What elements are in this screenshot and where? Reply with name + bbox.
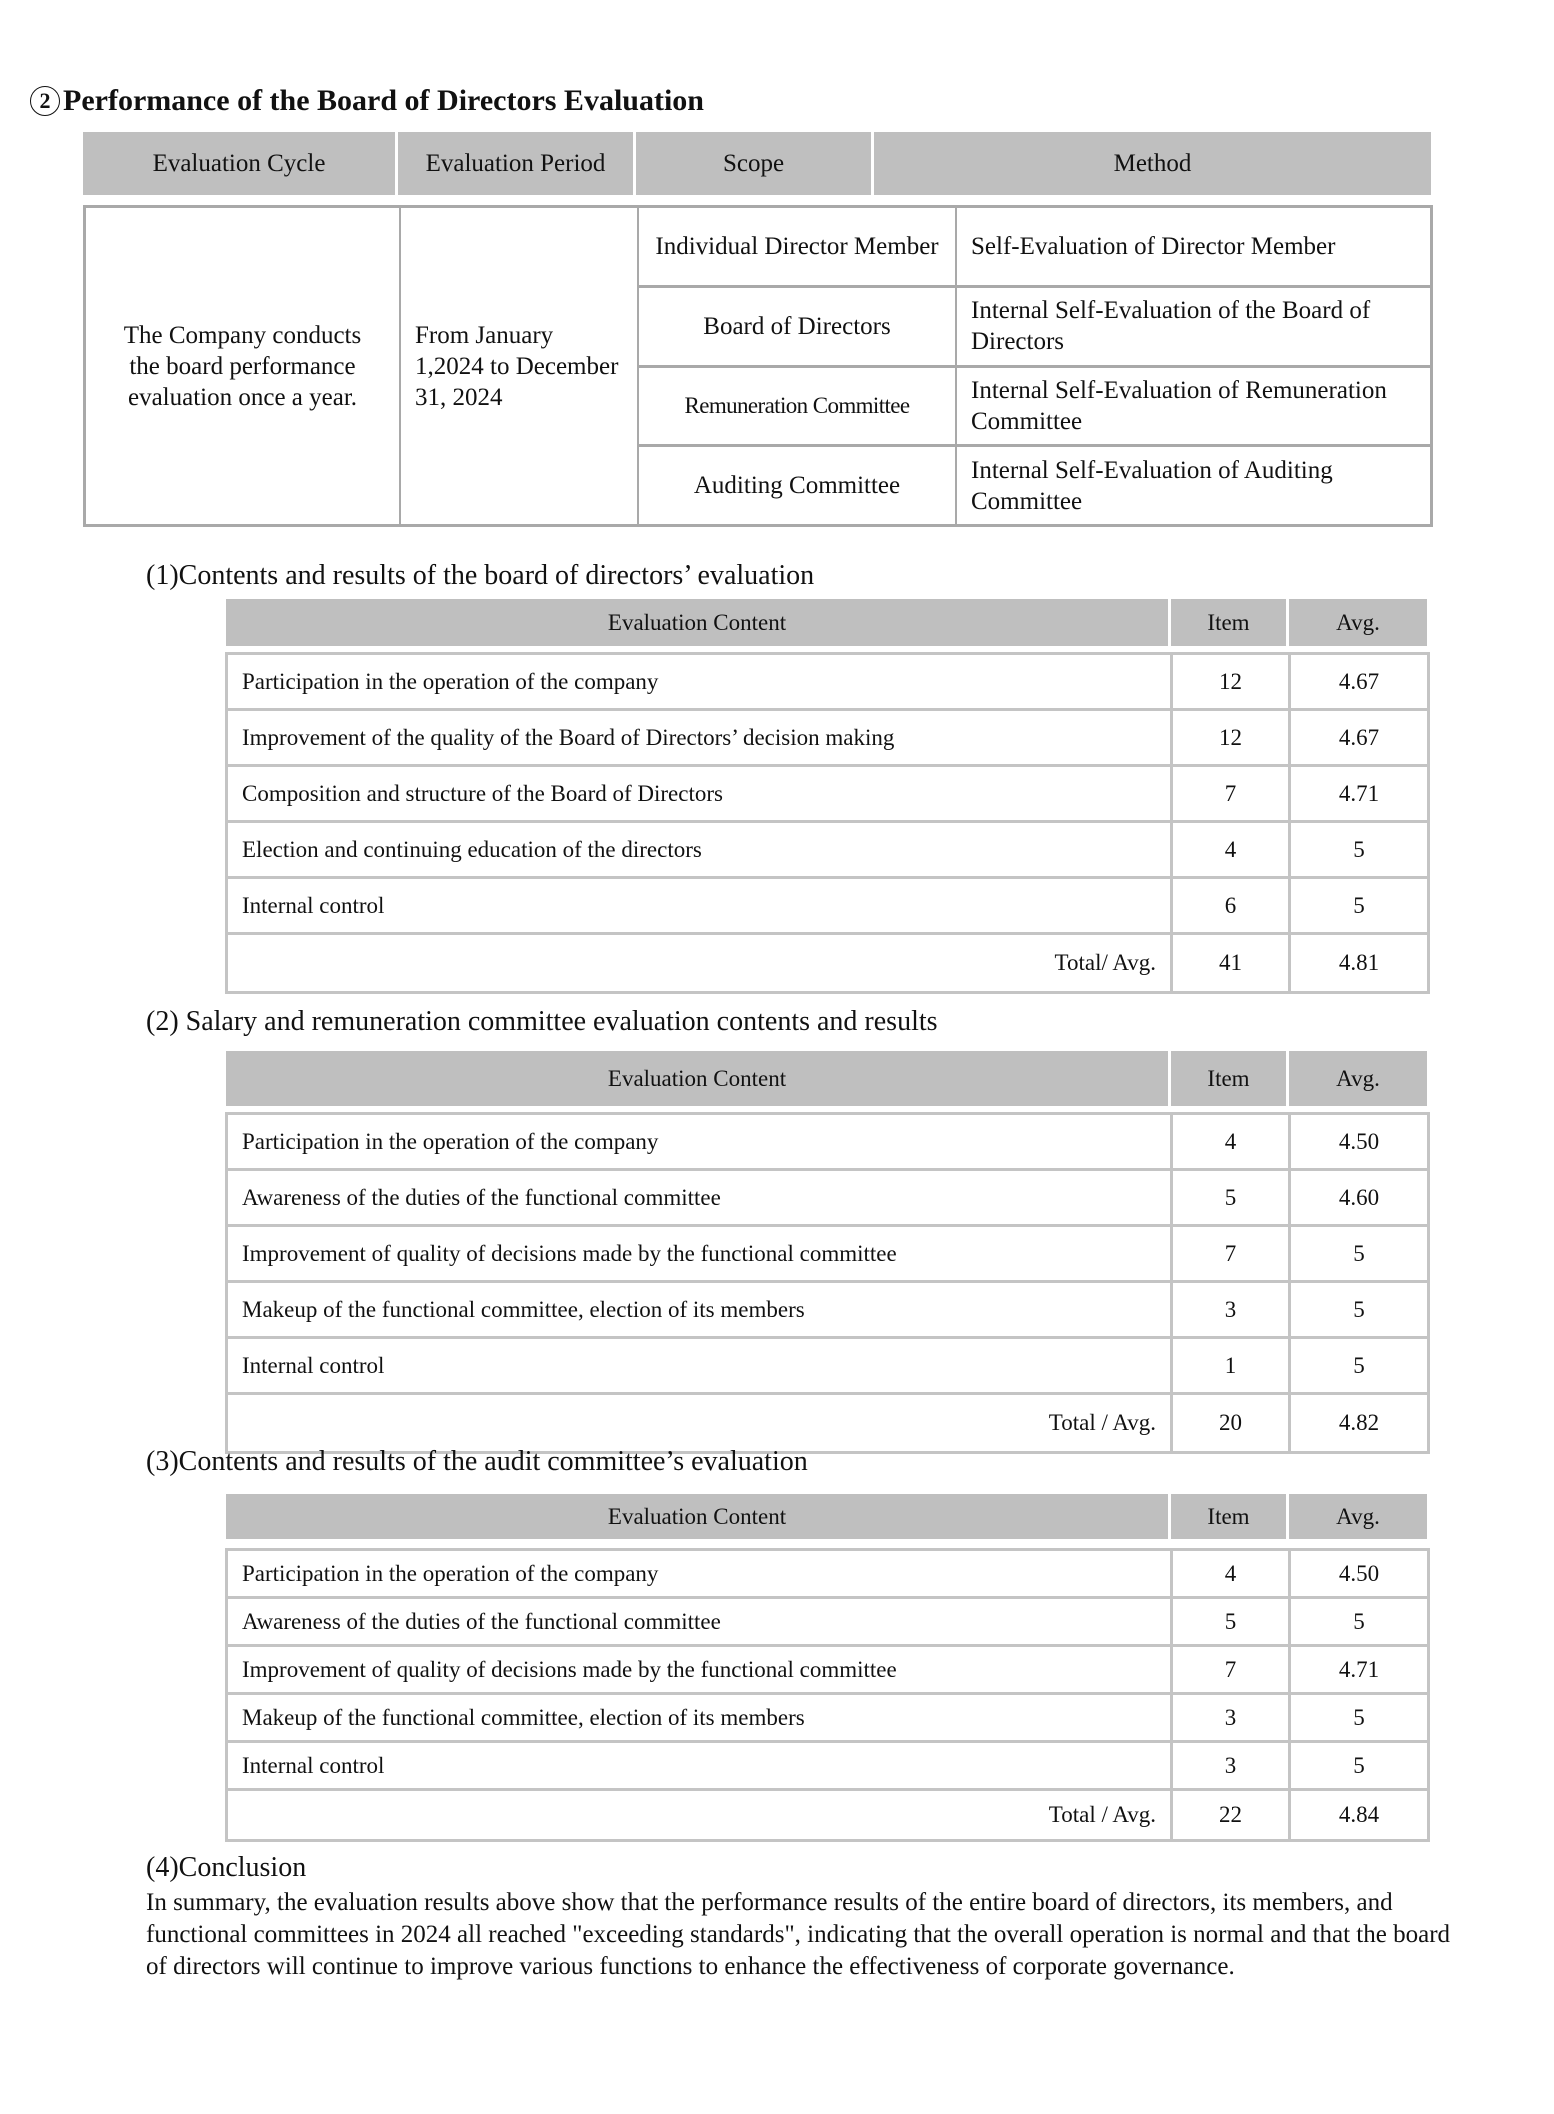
circled-number-icon: 2	[30, 86, 60, 116]
content-cell: Awareness of the duties of the functional committee	[228, 1171, 1173, 1224]
content-cell: Makeup of the functional committee, election of its members	[228, 1283, 1173, 1336]
header-evaluation-content: Evaluation Content	[226, 1051, 1171, 1106]
method-cell: Internal Self-Evaluation of Remuneration Committee	[971, 376, 1387, 435]
audit-eval-table	[225, 1548, 1430, 1842]
conclusion-title: (4)Conclusion	[146, 1852, 307, 1883]
evaluation-period-cell: From January 1,2024 to December 31, 2024	[401, 208, 639, 524]
avg-cell: 4.67	[1338, 724, 1380, 750]
content-cell: Improvement of quality of decisions made by the functional committee	[228, 1647, 1173, 1692]
total-row	[228, 1791, 1427, 1839]
table-row	[228, 1695, 1427, 1743]
page-title-text: Performance of the Board of Directors Evaluation	[63, 84, 704, 117]
table-row	[228, 1227, 1427, 1283]
table-row	[228, 711, 1427, 767]
overview-table-body	[83, 205, 1433, 527]
item-cell: 7	[1173, 1647, 1291, 1692]
total-item: 22	[1173, 1791, 1291, 1839]
header-item: Item	[1171, 599, 1289, 646]
avg-cell: 5	[1353, 1240, 1365, 1266]
header-item: Item	[1171, 1051, 1289, 1106]
scope-method-stack	[639, 208, 1430, 524]
table-row	[228, 1171, 1427, 1227]
total-item: 20	[1173, 1395, 1291, 1451]
scope-cell: Board of Directors	[639, 288, 957, 365]
total-avg: 4.82	[1338, 1410, 1380, 1435]
remuneration-eval-header	[226, 1051, 1427, 1106]
avg-cell: 4.60	[1338, 1184, 1380, 1210]
total-label: Total / Avg.	[228, 1395, 1173, 1451]
item-cell: 12	[1173, 655, 1291, 708]
method-cell: Internal Self-Evaluation of the Board of Directors	[971, 297, 1371, 356]
item-cell: 5	[1173, 1171, 1291, 1224]
item-cell: 3	[1173, 1695, 1291, 1740]
avg-cell: 4.67	[1338, 668, 1380, 694]
avg-cell: 5	[1353, 892, 1365, 918]
header-evaluation-cycle: Evaluation Cycle	[83, 132, 398, 195]
table-row	[228, 1115, 1427, 1171]
table-row	[228, 1743, 1427, 1791]
content-cell: Participation in the operation of the company	[228, 1115, 1173, 1168]
item-cell: 3	[1173, 1743, 1291, 1788]
total-label: Total/ Avg.	[228, 935, 1173, 991]
header-scope: Scope	[636, 132, 874, 195]
content-cell: Makeup of the functional committee, election of its members	[228, 1695, 1173, 1740]
avg-cell: 5	[1353, 1608, 1365, 1634]
item-cell: 12	[1173, 711, 1291, 764]
item-cell: 3	[1173, 1283, 1291, 1336]
audit-eval-subtitle: (3)Contents and results of the audit committee’s evaluation	[146, 1446, 808, 1477]
item-cell: 7	[1173, 767, 1291, 820]
total-row	[228, 1395, 1427, 1451]
header-method: Method	[874, 132, 1431, 195]
conclusion-paragraph: In summary, the evaluation results above show that the performance results of the entire board of directors, its members, and functional committees in 2024 all reached "exceeding standards", indicating that the overall operation is normal and that the board of directors will continue to improve various functions to enhance the effectiveness of corporate governance.	[146, 1889, 1451, 1980]
total-avg: 4.81	[1338, 950, 1380, 975]
total-row	[228, 935, 1427, 991]
avg-cell: 4.71	[1338, 780, 1380, 806]
board-eval-subtitle: (1)Contents and results of the board of directors’ evaluation	[146, 560, 815, 591]
item-cell: 5	[1173, 1599, 1291, 1644]
board-eval-header	[226, 599, 1427, 646]
header-avg: Avg.	[1289, 599, 1427, 646]
item-cell: 6	[1173, 879, 1291, 932]
content-cell: Internal control	[228, 1339, 1173, 1392]
header-avg: Avg.	[1289, 1051, 1427, 1106]
item-cell: 1	[1173, 1339, 1291, 1392]
avg-cell: 4.71	[1338, 1656, 1380, 1682]
table-row	[228, 767, 1427, 823]
content-cell: Improvement of quality of decisions made by the functional committee	[228, 1227, 1173, 1280]
table-row	[228, 879, 1427, 935]
content-cell: Awareness of the duties of the functional committee	[228, 1599, 1173, 1644]
method-cell: Internal Self-Evaluation of Auditing Committee	[971, 456, 1333, 515]
table-row	[228, 1283, 1427, 1339]
scope-row	[639, 447, 1430, 524]
remuneration-eval-table	[225, 1112, 1430, 1454]
content-cell: Composition and structure of the Board of Directors	[228, 767, 1173, 820]
method-cell: Self-Evaluation of Director Member	[971, 232, 1336, 260]
avg-cell: 5	[1353, 836, 1365, 862]
scope-cell: Auditing Committee	[639, 447, 957, 524]
scope-row	[639, 288, 1430, 368]
table-row	[228, 655, 1427, 711]
content-cell: Internal control	[228, 879, 1173, 932]
header-evaluation-content: Evaluation Content	[226, 599, 1171, 646]
remuneration-eval-subtitle: (2) Salary and remuneration committee evaluation contents and results	[146, 1006, 938, 1037]
avg-cell: 5	[1353, 1704, 1365, 1730]
avg-cell: 4.50	[1338, 1560, 1380, 1586]
table-row	[228, 1339, 1427, 1395]
scope-row	[639, 208, 1430, 288]
total-item: 41	[1173, 935, 1291, 991]
scope-row	[639, 368, 1430, 448]
total-label: Total / Avg.	[228, 1791, 1173, 1839]
evaluation-cycle-cell: The Company conducts the board performance evaluation once a year.	[86, 208, 401, 524]
board-eval-table	[225, 652, 1430, 994]
item-cell: 4	[1173, 823, 1291, 876]
content-cell: Election and continuing education of the directors	[228, 823, 1173, 876]
content-cell: Improvement of the quality of the Board of Directors’ decision making	[228, 711, 1173, 764]
table-row	[228, 823, 1427, 879]
page-title	[30, 84, 704, 118]
item-cell: 7	[1173, 1227, 1291, 1280]
header-item: Item	[1171, 1494, 1289, 1539]
content-cell: Internal control	[228, 1743, 1173, 1788]
table-row	[228, 1551, 1427, 1599]
header-avg: Avg.	[1289, 1494, 1427, 1539]
header-evaluation-content: Evaluation Content	[226, 1494, 1171, 1539]
item-cell: 4	[1173, 1115, 1291, 1168]
scope-cell: Remuneration Committee	[639, 368, 957, 445]
total-avg: 4.84	[1338, 1802, 1380, 1827]
avg-cell: 4.50	[1338, 1128, 1380, 1154]
overview-table-header	[83, 132, 1431, 195]
table-row	[228, 1599, 1427, 1647]
avg-cell: 5	[1353, 1352, 1365, 1378]
content-cell: Participation in the operation of the company	[228, 1551, 1173, 1596]
content-cell: Participation in the operation of the company	[228, 655, 1173, 708]
table-row	[228, 1647, 1427, 1695]
avg-cell: 5	[1353, 1752, 1365, 1778]
item-cell: 4	[1173, 1551, 1291, 1596]
avg-cell: 5	[1353, 1296, 1365, 1322]
scope-cell: Individual Director Member	[639, 208, 957, 285]
header-evaluation-period: Evaluation Period	[398, 132, 636, 195]
audit-eval-header	[226, 1494, 1427, 1539]
